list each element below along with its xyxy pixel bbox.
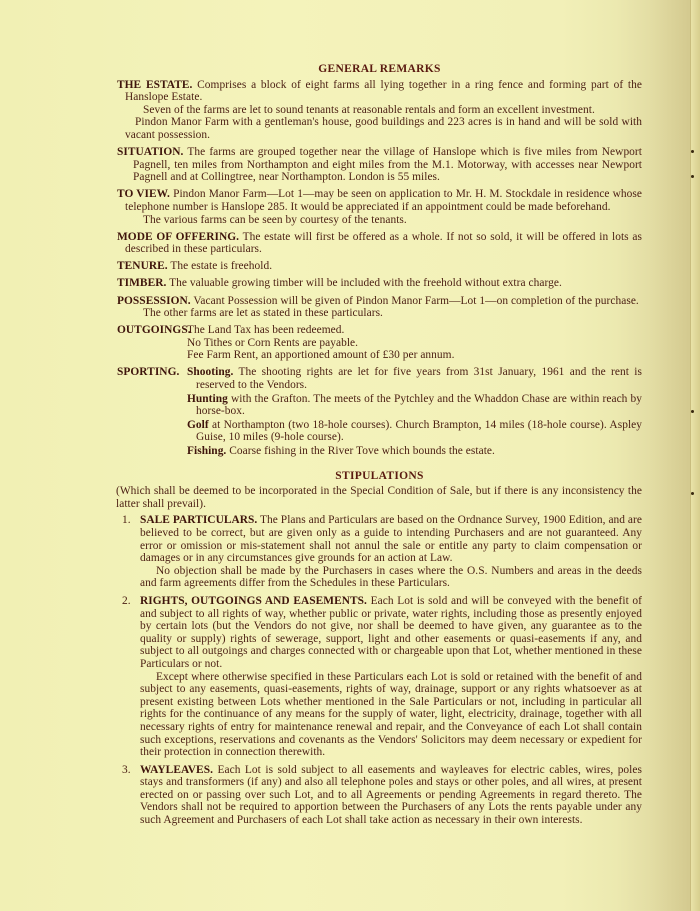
section-text: Comprises a block of eight farms all lying together in a ring fence and forming part of the Hanslope Estate.: [125, 78, 643, 104]
page-edge: [690, 0, 700, 911]
sub-text: The shooting rights are let for five years from 31st January, 1961 and the rent is reserved to the Vendors.: [196, 366, 642, 392]
outgoings-line: The Land Tax has been redeemed.: [187, 324, 345, 337]
section-text: The valuable growing timber will be included with the freehold without extra charge.: [169, 277, 562, 290]
section-outgoings: [117, 324, 642, 362]
section-label: SITUATION.: [117, 146, 184, 159]
section-mode-of-offering: [117, 231, 642, 256]
sub-text: at Northampton (two 18-hole courses). Church Brampton, 14 miles (18-hole course). Aspley Guise, 10 miles (9-hole course).: [196, 418, 643, 444]
stipulations-intro: (Which shall be deemed to be incorporated in the Special Condition of Sale, but if there is any inconsistency the latter shall prevail).: [116, 485, 642, 510]
stipulation-item: [117, 595, 642, 759]
section-sporting: [117, 366, 642, 458]
section-possession: [117, 295, 642, 320]
sub-text: with the Grafton. The meets of the Pytchley and the Whaddon Chase are within reach by horse-box.: [196, 392, 643, 418]
sporting-shooting: [187, 366, 642, 391]
section-text: Vacant Possession will be given of Pindon Manor Farm—Lot 1—on completion of the purchase.: [193, 294, 639, 307]
item-text: Each Lot is sold subject to all easements and wayleaves for electric cables, wires, poles stays and transformers (if any) and also all telephone poles and stays or other poles, and all wires, at present erected on or passing over such Lot, and to all Agreements or pending Agreements in regard thereto. The Vendors shall not be required to apportion between the Purchasers of any Lots the rents payable under any such Agreement and Purchasers of each Lot shall take action as necessary in their own interests.: [140, 763, 642, 827]
section-text: Pindon Manor Farm—Lot 1—may be seen on application to Mr. H. M. Stockdale in residence whose telephone number is Hanslope 285. It would be appreciated if an appointment could be made beforehand.: [125, 188, 642, 213]
page-mark: [691, 150, 694, 153]
item-number: 3.: [122, 763, 131, 776]
stipulations-heading: STIPULATIONS: [335, 469, 424, 482]
sub-label: Shooting.: [187, 366, 234, 379]
section-text: The farms are grouped together near the village of Hanslope which is five miles from Newport Pagnell, ten miles from Northampton and eight miles from the M.1. Motorway, with accesses near Newport Pagnell and at Collingtree, near Northampton. London is 55 miles.: [133, 146, 642, 184]
section-label: OUTGOINGS.: [117, 324, 191, 337]
sub-label: Fishing.: [187, 445, 227, 458]
section-label: SPORTING.: [117, 366, 180, 379]
sub-label: Golf: [187, 418, 209, 431]
section-text: The other farms are let as stated in these particulars.: [143, 307, 383, 320]
stipulation-item: [117, 514, 642, 590]
sub-text: Coarse fishing in the River Tove which bounds the estate.: [229, 445, 495, 458]
document-body: [117, 63, 642, 832]
item-label: WAYLEAVES.: [140, 763, 213, 776]
section-timber: [117, 277, 642, 290]
item-number: 2.: [122, 594, 131, 607]
item-text: The Plans and Particulars are based on the Ordnance Survey, 1900 Edition, and are believed to be correct, but are given only as a guide to intending Purchasers and are not guaranteed. Any error or omission or mis-statement shall not annul the sale or entitle any party to claim compensation or damages or in any circumstances give grounds for an action at Law.: [140, 514, 642, 565]
section-text: The estate is freehold.: [170, 260, 273, 273]
item-text: Each Lot is sold and will be conveyed with the benefit of and subject to all rights of way, whether public or private, water rights, including those as presently enjoyed by certain lots (but the Vendors do not give, nor shall be deemed to have given, any guarantee as to the quality or supply) rights of sewerage, support, light and other easements or quasi-easements if any, and subject to all outgoings and charges connected with or chargeable upon that Lot, whether mentioned in these Particulars or not.: [140, 594, 643, 670]
section-label: TENURE.: [117, 260, 168, 273]
section-label: TIMBER.: [117, 277, 167, 290]
page-mark: [691, 175, 694, 178]
item-label: RIGHTS, OUTGOINGS AND EASEMENTS.: [140, 594, 367, 607]
sporting-fishing: [187, 445, 642, 458]
item-text: Except where otherwise specified in these Particulars each Lot is sold or retained with the benefit of and subject to any easements, quasi-easements, rights of way, drainage, support or any rights whatsoever as at present existing between Lots whether mentioned in the Sale Particulars or not, including in particular all rights for the continuance of any means for the supply of water, light, electricity, drainage, together with all necessary rights of entry for maintenance renewal and repair, and the Conveyance of each Lot shall contain such exceptions, reservations and covenants as the Vendors' Solicitors may deem necessary or expedient for their protection in connection therewith.: [140, 670, 642, 759]
outgoings-line: Fee Farm Rent, an apportioned amount of £30 per annum.: [187, 349, 455, 362]
section-to-view: [117, 188, 642, 226]
sub-label: Hunting: [187, 392, 228, 405]
outgoings-line: No Tithes or Corn Rents are payable.: [187, 336, 359, 349]
section-situation: [117, 146, 642, 184]
item-label: SALE PARTICULARS.: [140, 514, 258, 527]
section-text: The various farms can be seen by courtesy of the tenants.: [143, 213, 407, 226]
section-tenure: [117, 260, 642, 273]
section-label: POSSESSION.: [117, 294, 191, 307]
section-label: THE ESTATE.: [117, 78, 193, 91]
general-remarks-heading: GENERAL REMARKS: [318, 63, 441, 75]
section-label: MODE OF OFFERING.: [117, 230, 240, 243]
item-number: 1.: [122, 514, 131, 527]
item-text: No objection shall be made by the Purchasers in cases where the O.S. Numbers and areas in the deeds and farm agreements differ from the Schedules in these Particulars.: [140, 564, 642, 590]
section-label: TO VIEW.: [117, 188, 170, 201]
section-text: The estate will first be offered as a whole. If not so sold, it will be offered in lots as described in these particulars.: [125, 230, 642, 256]
page-mark: [691, 410, 694, 413]
stipulation-item: [117, 764, 642, 827]
section-text: Pindon Manor Farm with a gentleman's house, good buildings and 223 acres is in hand and will be sold with vacant possession.: [125, 116, 642, 141]
section-the-estate: [117, 79, 642, 142]
sporting-golf: [187, 419, 642, 444]
page-mark: [691, 492, 694, 495]
sporting-hunting: [187, 393, 642, 418]
section-text: Seven of the farms are let to sound tenants at reasonable rentals and form an excellent investment.: [143, 103, 595, 116]
